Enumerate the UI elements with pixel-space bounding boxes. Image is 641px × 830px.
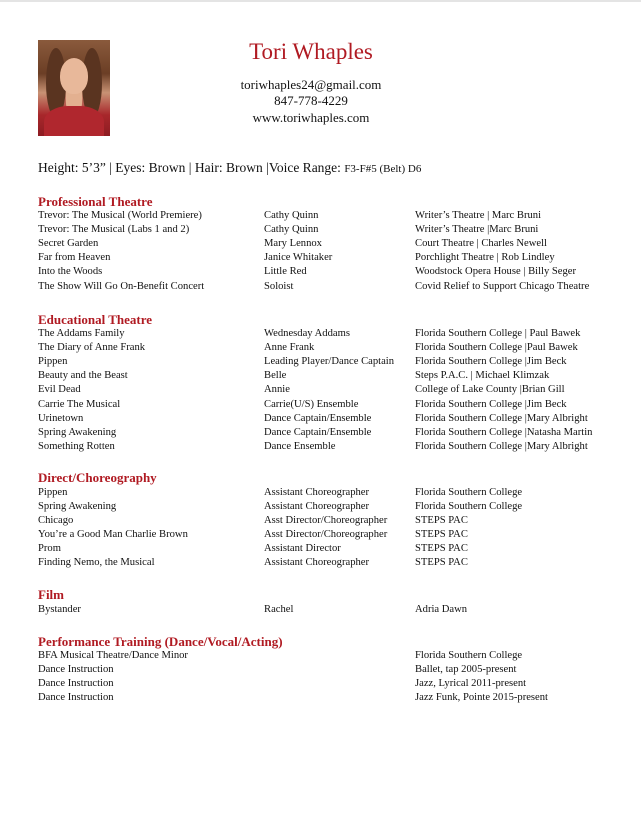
credit-role: Assistant Choreographer	[264, 487, 370, 498]
credit-venue: Florida Southern College |Jim Beck	[415, 356, 567, 368]
credit-role: Assistant Choreographer	[264, 557, 370, 568]
credit-row	[0, 426, 641, 440]
contact-email[interactable]: toriwhaples24@gmail.com	[240, 77, 382, 92]
credit-title: Pippen	[38, 487, 68, 498]
credit-venue: Writer’s Theatre | Marc Bruni	[415, 210, 542, 221]
credit-venue: STEPS PAC	[415, 515, 468, 526]
stats-main: Height: 5’3” | Eyes: Brown | Hair: Brown |Voice Range:	[38, 160, 345, 175]
resume-name: Tori Whaples	[249, 39, 373, 64]
credit-title: Spring Awakening	[38, 426, 117, 438]
credit-venue: Florida Southern College |Mary Albright	[415, 440, 588, 452]
credit-venue: Writer’s Theatre |Marc Bruni	[415, 224, 539, 236]
credit-venue: Court Theatre | Charles Newell	[415, 238, 547, 250]
credit-row	[0, 383, 641, 397]
section-title: Performance Training (Dance/Vocal/Acting)	[38, 634, 283, 649]
contact-website[interactable]: www.toriwhaples.com	[252, 110, 370, 125]
credit-title: Urinetown	[38, 412, 84, 424]
credit-role: Cathy Quinn	[264, 210, 319, 221]
credit-venue: Adria Dawn	[415, 604, 468, 615]
credit-title: BFA Musical Theatre/Dance Minor	[38, 650, 188, 661]
credit-role: Soloist	[264, 280, 294, 292]
credit-role: Janice Whitaker	[264, 252, 333, 264]
credit-title: Bystander	[38, 604, 81, 615]
credit-title: Dance Instruction	[38, 692, 114, 704]
credit-row	[0, 398, 641, 412]
credit-venue: Jazz Funk, Pointe 2015-present	[415, 692, 548, 704]
credit-venue: Florida Southern College |Natasha Martin	[415, 426, 593, 438]
credit-title: Trevor: The Musical (Labs 1 and 2)	[38, 224, 190, 236]
credit-row	[0, 251, 641, 265]
credit-role: Assistant Director	[264, 543, 341, 554]
credit-venue: Florida Southern College	[415, 650, 523, 661]
credit-row	[0, 237, 641, 251]
contact-phone: 847-778-4229	[274, 93, 348, 108]
credit-role: Carrie(U/S) Ensemble	[264, 398, 359, 410]
credit-venue: College of Lake County |Brian Gill	[415, 384, 565, 396]
credit-title: Spring Awakening	[38, 501, 117, 512]
credit-role: Wednesday Addams	[264, 328, 350, 339]
credit-role: Belle	[264, 370, 287, 382]
credit-row	[0, 677, 641, 691]
page-top-border	[0, 0, 641, 2]
credit-venue: Jazz, Lyrical 2011-present	[415, 678, 527, 690]
credit-row	[0, 649, 641, 663]
credit-row	[0, 355, 641, 369]
credit-row	[0, 223, 641, 237]
credit-row	[0, 327, 641, 341]
credit-role: Dance Captain/Ensemble	[264, 412, 372, 424]
credit-venue: STEPS PAC	[415, 557, 468, 568]
credit-title: Finding Nemo, the Musical	[38, 557, 155, 568]
credit-row	[0, 341, 641, 355]
credit-row	[0, 500, 641, 514]
credit-venue: Florida Southern College | Paul Bawek	[415, 328, 581, 339]
credit-title: Pippen	[38, 356, 68, 368]
credit-role: Assistant Choreographer	[264, 501, 370, 512]
credit-title: Beauty and the Beast	[38, 370, 128, 382]
credit-title: You’re a Good Man Charlie Brown	[38, 529, 188, 540]
credit-role: Cathy Quinn	[264, 224, 319, 236]
credit-role: Leading Player/Dance Captain	[264, 356, 395, 368]
credit-venue: Woodstock Opera House | Billy Seger	[415, 266, 577, 278]
credit-venue: Covid Relief to Support Chicago Theatre	[415, 280, 590, 292]
credit-title: Trevor: The Musical (World Premiere)	[38, 210, 202, 221]
stats-voice-range: F3-F#5 (Belt) D6	[344, 163, 422, 175]
credit-row	[0, 528, 641, 542]
credit-row	[0, 265, 641, 279]
credit-venue: STEPS PAC	[415, 543, 468, 554]
credit-title: The Diary of Anne Frank	[38, 342, 146, 354]
credit-row	[0, 280, 641, 294]
credit-title: The Show Will Go On-Benefit Concert	[38, 280, 205, 292]
section-title: Professional Theatre	[38, 194, 153, 209]
credit-row	[0, 486, 641, 500]
credit-title: The Addams Family	[38, 328, 125, 339]
credit-title: Carrie The Musical	[38, 398, 121, 410]
credit-role: Anne Frank	[264, 342, 315, 354]
credit-venue: Florida Southern College	[415, 501, 523, 512]
credit-venue: Porchlight Theatre | Rob Lindley	[415, 252, 555, 264]
credit-venue: Florida Southern College |Paul Bawek	[415, 342, 578, 354]
credit-row	[0, 556, 641, 570]
credit-role: Little Red	[264, 266, 307, 278]
credit-title: Something Rotten	[38, 440, 115, 452]
credit-role: Rachel	[264, 604, 294, 615]
credit-row	[0, 514, 641, 528]
credit-row	[0, 369, 641, 383]
credit-role: Dance Captain/Ensemble	[264, 426, 372, 438]
credit-row	[0, 412, 641, 426]
section-title: Film	[38, 587, 64, 602]
section-title: Direct/Choreography	[38, 470, 157, 485]
credit-title: Dance Instruction	[38, 678, 114, 690]
credit-row	[0, 663, 641, 677]
credit-title: Secret Garden	[38, 238, 99, 250]
credit-venue: Florida Southern College |Mary Albright	[415, 412, 588, 424]
credit-row	[0, 691, 641, 705]
photo-face	[60, 58, 88, 94]
credit-venue: Florida Southern College |Jim Beck	[415, 398, 567, 410]
credit-title: Chicago	[38, 515, 74, 526]
credit-row	[0, 440, 641, 454]
credit-venue: Steps P.A.C. | Michael Klimzak	[415, 370, 550, 382]
credit-role: Annie	[264, 384, 290, 396]
credit-venue: STEPS PAC	[415, 529, 468, 540]
credit-row	[0, 542, 641, 556]
credit-role: Mary Lennox	[264, 238, 322, 250]
headshot-photo	[38, 40, 110, 136]
section-title: Educational Theatre	[38, 312, 153, 327]
credit-role: Dance Ensemble	[264, 440, 336, 452]
credit-role: Asst Director/Choreographer	[264, 529, 388, 540]
photo-top	[44, 106, 104, 136]
credit-row	[0, 603, 641, 617]
credit-title: Dance Instruction	[38, 664, 114, 676]
credit-title: Far from Heaven	[38, 252, 111, 264]
credit-venue: Ballet, tap 2005-present	[415, 664, 517, 676]
credit-role: Asst Director/Choreographer	[264, 515, 388, 526]
credit-row	[0, 209, 641, 223]
credit-title: Prom	[38, 543, 61, 554]
physical-stats	[38, 160, 421, 177]
credit-title: Into the Woods	[38, 266, 103, 278]
credit-venue: Florida Southern College	[415, 487, 523, 498]
credit-title: Evil Dead	[38, 384, 81, 396]
